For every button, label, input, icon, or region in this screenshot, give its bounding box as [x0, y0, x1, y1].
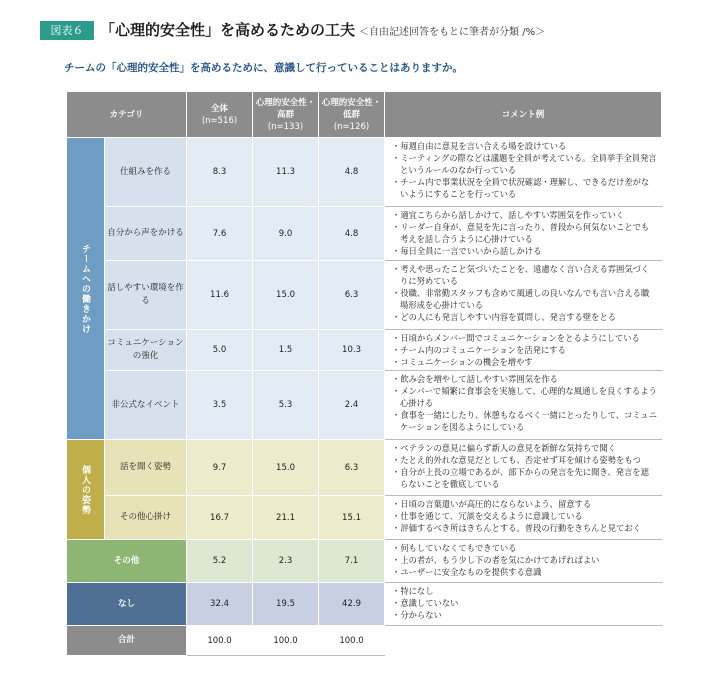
table-row: [67, 261, 662, 330]
comment-line: ・考えや思ったこと気づいたことを、遠慮なく言い合える雰囲気づくりに努めている: [392, 264, 650, 286]
survey-question: チームの「心理的安全性」を高めるために、意識して行っていることはありますか。: [64, 62, 463, 74]
comment-line: ・チーム内で事業状況を全員で状況確認・理解し、できるだけ差がないようにすることを行っている: [392, 177, 650, 199]
group-personal: [67, 440, 105, 540]
value-all: 5.2: [187, 540, 253, 583]
header-high-label: 心理的安全性・高群: [255, 97, 316, 120]
value-low: 4.8: [319, 207, 385, 261]
table-row: [67, 138, 662, 207]
header-all: [187, 92, 253, 138]
category-cell: 非公式なイベント: [105, 371, 187, 440]
header-low: [319, 92, 385, 138]
category-cell: 自分から声をかける: [105, 207, 187, 261]
value-all: 9.7: [187, 440, 253, 496]
comment-cell: [385, 496, 662, 540]
comment-line: ・ユーザーに安全なものを提供する意識: [392, 567, 542, 577]
value-all: 11.6: [187, 261, 253, 330]
table-row: [67, 440, 662, 496]
comment-line: ・毎週自由に意見を言い合える場を設けている: [392, 141, 567, 151]
value-all: 5.0: [187, 330, 253, 371]
comment-line: ・コミュニケーションの機会を増やす: [392, 357, 533, 367]
comment-cell: [385, 540, 662, 583]
header-category: カテゴリ: [67, 92, 187, 138]
total-all: 100.0: [187, 626, 253, 656]
comment-line: ・日頃からメンバー間でコミュニケーションをとるようにしている: [392, 333, 640, 343]
value-low: 15.1: [319, 496, 385, 540]
comment-cell: [385, 207, 662, 261]
comment-line: ・リーダー自身が、意見を先に言ったり、普段から何気ないことでも考えを話し合うように心掛けている: [392, 222, 650, 244]
comment-cell: [385, 440, 662, 496]
category-cell: なし: [67, 583, 187, 626]
comment-line: ・適宜こちらから話しかけて、話しやすい雰囲気を作っていく: [392, 210, 625, 220]
category-cell: 話しやすい環境を作る: [105, 261, 187, 330]
table-row: [67, 330, 662, 371]
header-high: [253, 92, 319, 138]
comment-line: ・上の者が、もう少し下の者を気にかけてあげればよい: [392, 555, 600, 565]
comment-line: ・意識していない: [392, 598, 459, 608]
category-cell: その他: [67, 540, 187, 583]
comment-cell: [385, 138, 662, 207]
total-comment-empty: [385, 626, 662, 656]
comment-line: ・どの人にも発言しやすい内容を質問し、発言する壁をとる: [392, 312, 617, 322]
category-cell: 話を聞く姿勢: [105, 440, 187, 496]
header-low-label: 心理的安全性・低群: [321, 97, 382, 120]
comment-cell: [385, 371, 662, 440]
value-all: 8.3: [187, 138, 253, 207]
category-cell: 仕組みを作る: [105, 138, 187, 207]
value-high: 19.5: [253, 583, 319, 626]
value-high: 11.3: [253, 138, 319, 207]
header-high-n: (n=133): [267, 121, 304, 132]
value-low: 2.4: [319, 371, 385, 440]
group-team-label: チームへの働きかけ: [80, 243, 90, 334]
comment-line: ・特になし: [392, 586, 434, 596]
value-high: 15.0: [253, 440, 319, 496]
comment-cell: [385, 330, 662, 371]
value-all: 32.4: [187, 583, 253, 626]
header-all-label: 全体: [211, 103, 229, 114]
figure-title: [100, 18, 545, 45]
comment-line: ・毎日全員に一言でいいから話しかける: [392, 246, 542, 256]
comment-line: ・何もしていなくてもできている: [392, 543, 517, 553]
category-cell: コミュニケーションの強化: [105, 330, 187, 371]
figure-title-text: 「心理的安全性」を高めるための工夫: [100, 21, 356, 39]
total-label: 合計: [67, 626, 187, 656]
total-row: [67, 626, 662, 656]
category-cell: その他心掛け: [105, 496, 187, 540]
comment-cell: [385, 261, 662, 330]
value-all: 7.6: [187, 207, 253, 261]
table-row: [67, 540, 662, 583]
value-all: 3.5: [187, 371, 253, 440]
header-row: [67, 92, 662, 138]
header-all-n: (n=516): [201, 115, 238, 126]
value-low: 6.3: [319, 261, 385, 330]
value-all: 16.7: [187, 496, 253, 540]
comment-line: ・メンバーで頻繁に食事会を実施して、心理的な風通しを良くするよう心掛ける: [392, 386, 657, 408]
value-low: 4.8: [319, 138, 385, 207]
value-high: 1.5: [253, 330, 319, 371]
value-high: 2.3: [253, 540, 319, 583]
value-high: 5.3: [253, 371, 319, 440]
group-team: [67, 138, 105, 440]
figure-label: 図表６: [40, 21, 94, 40]
table-row: [67, 583, 662, 626]
comment-cell: [385, 583, 662, 626]
table-row: [67, 371, 662, 440]
comment-line: ・食事を一緒にしたり、休憩もなるべく一緒にとったりして、コミュニケーションを図るようにしている: [392, 410, 658, 432]
figure-note: ＜自由記述回答をもとに筆者が分類 /%＞: [359, 27, 546, 38]
comment-line: ・役職、非常勤スタッフも含めて風通しの良いなんでも言い合える職場形成を心掛けている: [392, 288, 650, 310]
value-low: 42.9: [319, 583, 385, 626]
total-low: 100.0: [319, 626, 385, 656]
table-row: [67, 496, 662, 540]
header-comment: コメント例: [385, 92, 662, 138]
data-table: [66, 91, 662, 656]
value-low: 6.3: [319, 440, 385, 496]
value-low: 10.3: [319, 330, 385, 371]
value-high: 15.0: [253, 261, 319, 330]
comment-line: ・飲み会を増やして話しやすい雰囲気を作る: [392, 374, 558, 384]
value-high: 21.1: [253, 496, 319, 540]
header-low-n: (n=126): [333, 121, 370, 132]
total-high: 100.0: [253, 626, 319, 656]
comment-line: ・たとえ的外れな意見だとしても、否定せず耳を傾ける姿勢をもつ: [392, 455, 641, 465]
value-high: 9.0: [253, 207, 319, 261]
comment-line: ・評価するべき所はきちんとする。普段の行動をきちんと見ておく: [392, 523, 641, 533]
comment-line: ・日頃の言葉遣いが高圧的にならないよう、留意する: [392, 499, 592, 509]
comment-line: ・ベテランの意見に偏らず新人の意見を新鮮な気持ちで聞く: [392, 443, 616, 453]
comment-line: ・ミーティングの際などは議題を全員が考えている。全員挙手全員発言というルールのなか行っている: [392, 153, 657, 175]
comment-line: ・仕事を通じて、冗談を交えるように意識している: [392, 511, 583, 521]
group-personal-label: 個人の姿勢: [80, 464, 90, 515]
comment-line: ・チーム内のコミュニケーションを活発にする: [392, 345, 566, 355]
table-row: [67, 207, 662, 261]
value-low: 7.1: [319, 540, 385, 583]
comment-line: ・自分が上長の立場であるが、部下からの発言を先に聞き、発言を遮らないことを徹底している: [392, 467, 649, 489]
comment-line: ・分からない: [392, 610, 442, 620]
